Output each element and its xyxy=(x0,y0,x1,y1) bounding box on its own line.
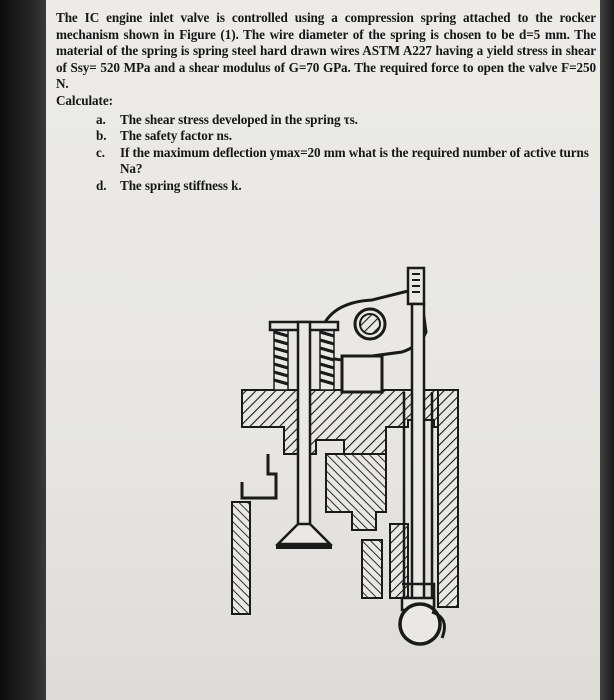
calculate-label: Calculate: xyxy=(56,92,113,108)
guide-block xyxy=(326,454,386,530)
question-part-a xyxy=(96,112,596,129)
cylinder-wall-left xyxy=(232,502,250,614)
dark-right-edge xyxy=(600,0,614,700)
paper-sheet xyxy=(46,0,600,700)
port-outline xyxy=(242,454,276,498)
part-text: The spring stiffness k. xyxy=(120,177,242,193)
question-body xyxy=(56,10,596,195)
part-text: The shear stress developed in the spring τs. xyxy=(120,111,358,127)
lower-right-block-2 xyxy=(390,524,408,598)
part-label: a. xyxy=(96,111,106,127)
part-label: c. xyxy=(96,144,105,160)
push-rod xyxy=(412,304,424,604)
question-intro: The IC engine inlet valve is controlled using a compression spring attached to the rocker mechanism shown in Figure (1). The wire diameter of the spring is chosen to be d=5 mm. The material of the spring is spring steel hard drawn wires ASTM A227 having a yield stress in shear of Ssy= 520 MPa and a shear modulus of G=70 GPa. The required force to open the valve F=250 N. xyxy=(56,10,596,92)
rocker-valve-figure xyxy=(176,262,476,700)
rocker-support xyxy=(342,356,382,392)
valve-stem xyxy=(298,322,310,532)
part-label: d. xyxy=(96,177,107,193)
cylinder-head-block xyxy=(242,390,458,454)
question-parts-list xyxy=(56,112,596,195)
right-wall xyxy=(438,390,458,607)
question-part-b xyxy=(96,128,596,145)
rocker-valve-mechanism-drawing xyxy=(176,262,476,700)
lower-right-block xyxy=(362,540,382,598)
cam xyxy=(400,604,440,644)
part-text: The safety factor ns. xyxy=(120,128,232,144)
part-label: b. xyxy=(96,128,107,144)
valve-head xyxy=(278,524,330,544)
part-text: If the maximum deflection ymax=20 mm what is the required number of active turns Na? xyxy=(120,144,589,177)
question-part-d xyxy=(96,178,596,195)
question-part-c xyxy=(96,145,596,178)
dark-left-edge xyxy=(0,0,46,700)
